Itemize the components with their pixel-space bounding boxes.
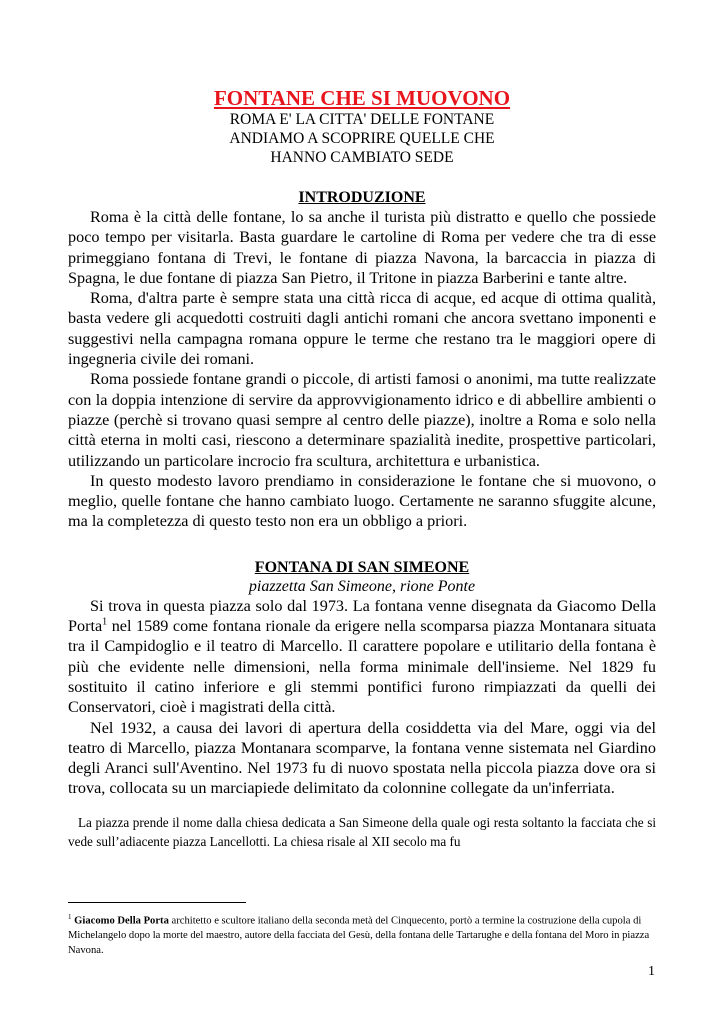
section-paragraph-small: La piazza prende il nome dalla chiesa dedicata a San Simeone della quale ogi resta soltanto la facciata che si vede sull’adiacente piazza Lancellotti. La chiesa risale al XII secolo ma fu bbox=[68, 814, 656, 849]
footnote-name: Giacomo Della Porta bbox=[74, 915, 169, 927]
footnote-marker: 1 bbox=[68, 913, 72, 921]
paragraph-text: Si trova in questa piazza solo dal 1973. La fontana venne disegnata da Giacomo Della Porta bbox=[68, 596, 656, 636]
intro-paragraph: Roma è la città delle fontane, lo sa anche il turista più distratto e quello che possiede poco tempo per visitarla. Basta guardare le cartoline di Roma per vedere che tra di esse primeggiano fontana di Trevi, le fontane di piazza Navona, la barcaccia in piazza di Spagna, le due fontane di piazza San Pietro, il Tritone in piazza Barberini e tante altre. bbox=[68, 208, 656, 287]
intro-heading: INTRODUZIONE bbox=[298, 189, 426, 206]
subtitle-line: ANDIAMO A SCOPRIRE QUELLE CHE bbox=[229, 130, 495, 147]
section-paragraph bbox=[68, 596, 656, 718]
subtitle-line: HANNO CAMBIATO SEDE bbox=[270, 149, 454, 166]
section-heading: FONTANA DI SAN SIMEONE bbox=[254, 558, 470, 576]
paragraph-text: nel 1589 come fontana rionale da erigere nella scomparsa piazza Montanara situata tra il Campidoglio e il teatro di Marcello. Il carattere popolare e utilitario della fontana è più che evidente nelle dimensioni, nella forma minimale dell'insieme. Nel 1829 fu sostituito il catino inferiore e gli stemmi pontifici furono rimpiazzati da quelli dei Conservatori, cioè i magistrati della città. bbox=[68, 617, 656, 717]
section-location: piazzetta San Simeone, rione Ponte bbox=[248, 577, 476, 595]
intro-paragraph: Roma possiede fontane grandi o piccole, di artisti famosi o anonimi, ma tutte realizzate con la doppia intenzione di servire da approvvigionamento idrico e di abbellire ambienti o piazze (perchè si trovano quasi sempre al centro delle piazze), inoltre a Roma e solo nella città eterna in molti casi, riescono a determinare spazialità inedite, prospettive particolari, utilizzando un particolare incrocio fra scultura, architettura e urbanistica. bbox=[68, 370, 656, 470]
page-title: FONTANE CHE SI MUOVONO bbox=[213, 86, 511, 110]
subtitle-line: ROMA E' LA CITTA' DELLE FONTANE bbox=[229, 111, 495, 128]
main-content bbox=[68, 86, 656, 851]
footnote-text: architetto e scultore italiano della seconda metà del Cinquecento, portò a termine la costruzione della cupola di Michelangelo dopo la morte del maestro, autore della facciata del Gesù, della fontana delle Tartarughe e della fontana del Moro in piazza Navona. bbox=[68, 915, 650, 956]
intro-paragraph: In questo modesto lavoro prendiamo in considerazione le fontane che si muovono, o meglio, quelle fontane che hanno cambiato luogo. Certamente ne saranno sfuggite alcune, ma la completezza di questo testo non era un obbligo a priori. bbox=[68, 471, 656, 531]
page-number: 1 bbox=[648, 964, 655, 979]
section-paragraph: Nel 1932, a causa dei lavori di apertura della cosiddetta via del Mare, oggi via del teatro di Marcello, piazza Montanara scomparve, la fontana venne sistemata nel Giardino degli Aranci sull'Aventino. Nel 1973 fu di nuovo spostata nella piccola piazza dove ora si trova, collocata su un marciapiede delimitato da colonnine collegate da un'inferriata. bbox=[68, 718, 656, 798]
footnote-ref[interactable]: 1 bbox=[102, 616, 108, 628]
intro-paragraph: Roma, d'altra parte è sempre stata una città ricca di acque, ed acque di ottima qualità, basta vedere gli acquedotti costruiti dagli antichi romani che ancora svettano imponenti e suggestivi nella campagna romana oppure le terme che restano tra le maggiori opere di ingegneria civile dei romani. bbox=[68, 289, 656, 369]
footnote bbox=[68, 910, 656, 959]
footnote-divider bbox=[68, 902, 246, 903]
